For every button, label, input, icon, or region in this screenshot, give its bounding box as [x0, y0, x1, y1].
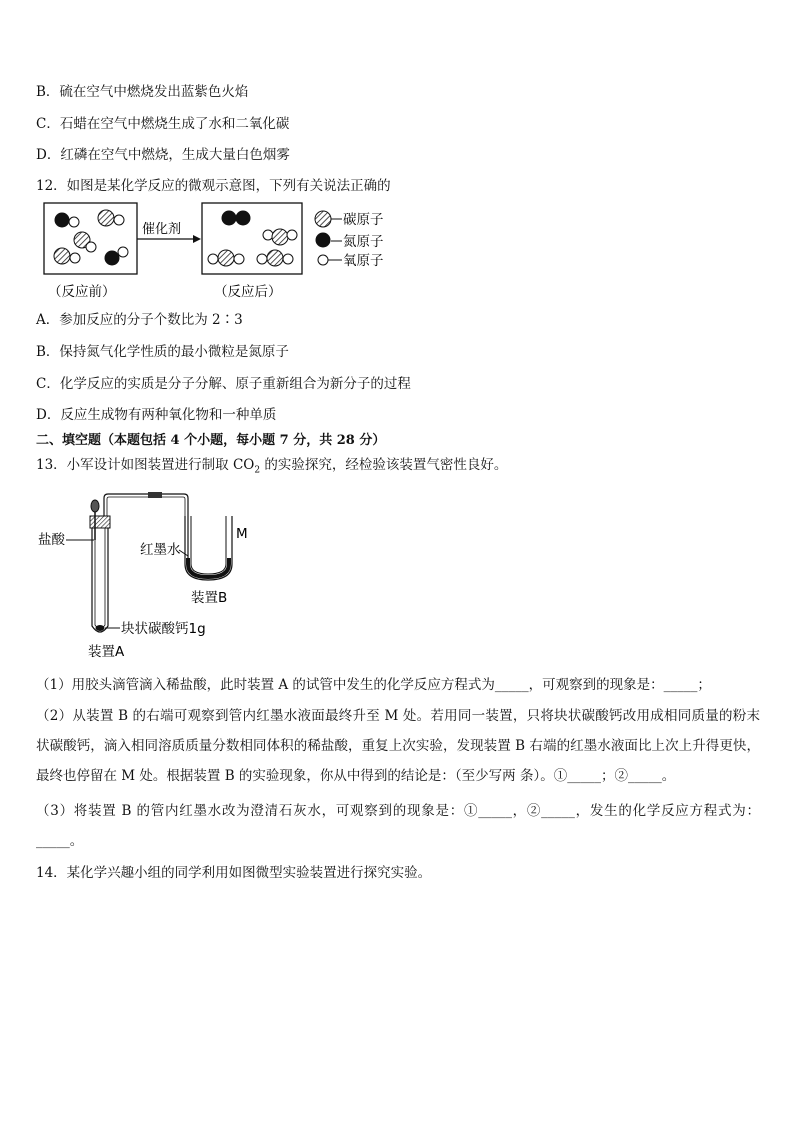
q12-reaction-diagram — [36, 198, 416, 304]
legend-nitrogen-label: 氮原子 — [343, 234, 384, 250]
nitrogen-atom — [105, 251, 120, 266]
q12-option-d: D．反应生成物有两种氧化物和一种单质 — [36, 407, 277, 423]
q13-part-3: （3）将装置 B 的管内红墨水改为澄清石灰水，可观察到的现象是：①_____，②_____，发生的化学反应方程式为：_____。 — [36, 803, 760, 849]
q13-stem — [36, 456, 507, 480]
oxygen-atom — [86, 242, 96, 252]
q12-option-c: C．化学反应的实质是分子分解、原子重新组合为新分子的过程 — [36, 376, 411, 392]
red-ink-label: 红墨水 — [140, 542, 181, 558]
q11-option-d: D．红磷在空气中燃烧，生成大量白色烟雾 — [36, 147, 290, 163]
stopper — [90, 516, 110, 528]
nitrogen-atom — [222, 211, 237, 226]
legend-carbon-icon — [315, 211, 331, 227]
carbon-atom — [218, 250, 234, 266]
q11-option-b: B．硫在空气中燃烧发出蓝紫色火焰 — [36, 84, 249, 100]
test-tube — [92, 526, 108, 632]
dropper-bulb — [91, 500, 99, 512]
caco3-label: 块状碳酸钙1g — [121, 621, 206, 637]
legend-nitrogen-icon — [316, 233, 331, 248]
oxygen-atom — [287, 230, 297, 240]
q13-part-1: （1）用胶头滴管滴入稀盐酸，此时装置 A 的试管中发生的化学反应方程式为_____，可观察到的现象是：_____； — [36, 677, 711, 693]
q12-stem: 12．如图是某化学反应的微观示意图，下列有关说法正确的 — [36, 178, 391, 194]
section-2-title: 二、填空题（本题包括 4 个小题，每小题 7 分，共 28 分） — [36, 433, 386, 448]
oxygen-atom — [69, 217, 79, 227]
hcl-label: 盐酸 — [38, 532, 65, 548]
q13-stem-text-end: 的实验探究，经检验该装置气密性良好。 — [260, 457, 508, 473]
m-label: M — [236, 526, 248, 542]
caco3-lump — [96, 625, 105, 631]
carbon-atom — [98, 210, 114, 226]
catalyst-label: 催化剂 — [142, 222, 182, 237]
carbon-atom — [272, 229, 288, 245]
carbon-atom — [267, 250, 283, 266]
legend-carbon-label: 碳原子 — [343, 212, 384, 228]
nitrogen-atom — [55, 213, 70, 228]
q13-part-2: （2）从装置 B 的右端可观察到管内红墨水液面最终升至 M 处。若用同一装置，只将块状碳酸钙改用成相同质量的粉末状碳酸钙，滴入相同溶质质量分数相同体积的稀盐酸，重复上次实验，发现装置 B 右端的红墨水液面比上次上升得更快，最终也停留在 M 处。根据装置 B 的实验现象，你从中得到的结论是：（至少写两 条）。①_____；②_____。 — [36, 708, 760, 784]
oxygen-atom — [263, 230, 273, 240]
oxygen-atom — [257, 254, 267, 264]
legend-oxygen-icon — [318, 255, 328, 265]
legend-oxygen-label: 氧原子 — [343, 253, 384, 269]
q12-option-b: B．保持氮气化学性质的最小微粒是氮原子 — [36, 344, 289, 360]
device-a-label: 装置A — [88, 644, 125, 660]
oxygen-atom — [70, 253, 80, 263]
q11-option-c: C．石蜡在空气中燃烧生成了水和二氧化碳 — [36, 116, 290, 132]
oxygen-atom — [283, 254, 293, 264]
oxygen-atom — [114, 215, 124, 225]
q13-stem-subscript: 2 — [254, 465, 261, 476]
oxygen-atom — [118, 247, 128, 257]
q12-option-a: A．参加反应的分子个数比为 2∶3 — [36, 312, 243, 328]
oxygen-atom — [208, 254, 218, 264]
device-b-label: 装置B — [191, 590, 228, 606]
carbon-atom — [54, 248, 70, 264]
q13-stem-text: 13．小军设计如图装置进行制取 CO — [36, 457, 255, 473]
before-caption: （反应前） — [48, 284, 116, 300]
after-caption: （反应后） — [214, 284, 282, 300]
rubber-connector — [148, 492, 162, 498]
q14-stem: 14．某化学兴趣小组的同学利用如图微型实验装置进行探究实验。 — [36, 865, 432, 881]
oxygen-atom — [234, 254, 244, 264]
nitrogen-atom — [236, 211, 251, 226]
q13-apparatus-diagram — [36, 486, 276, 666]
